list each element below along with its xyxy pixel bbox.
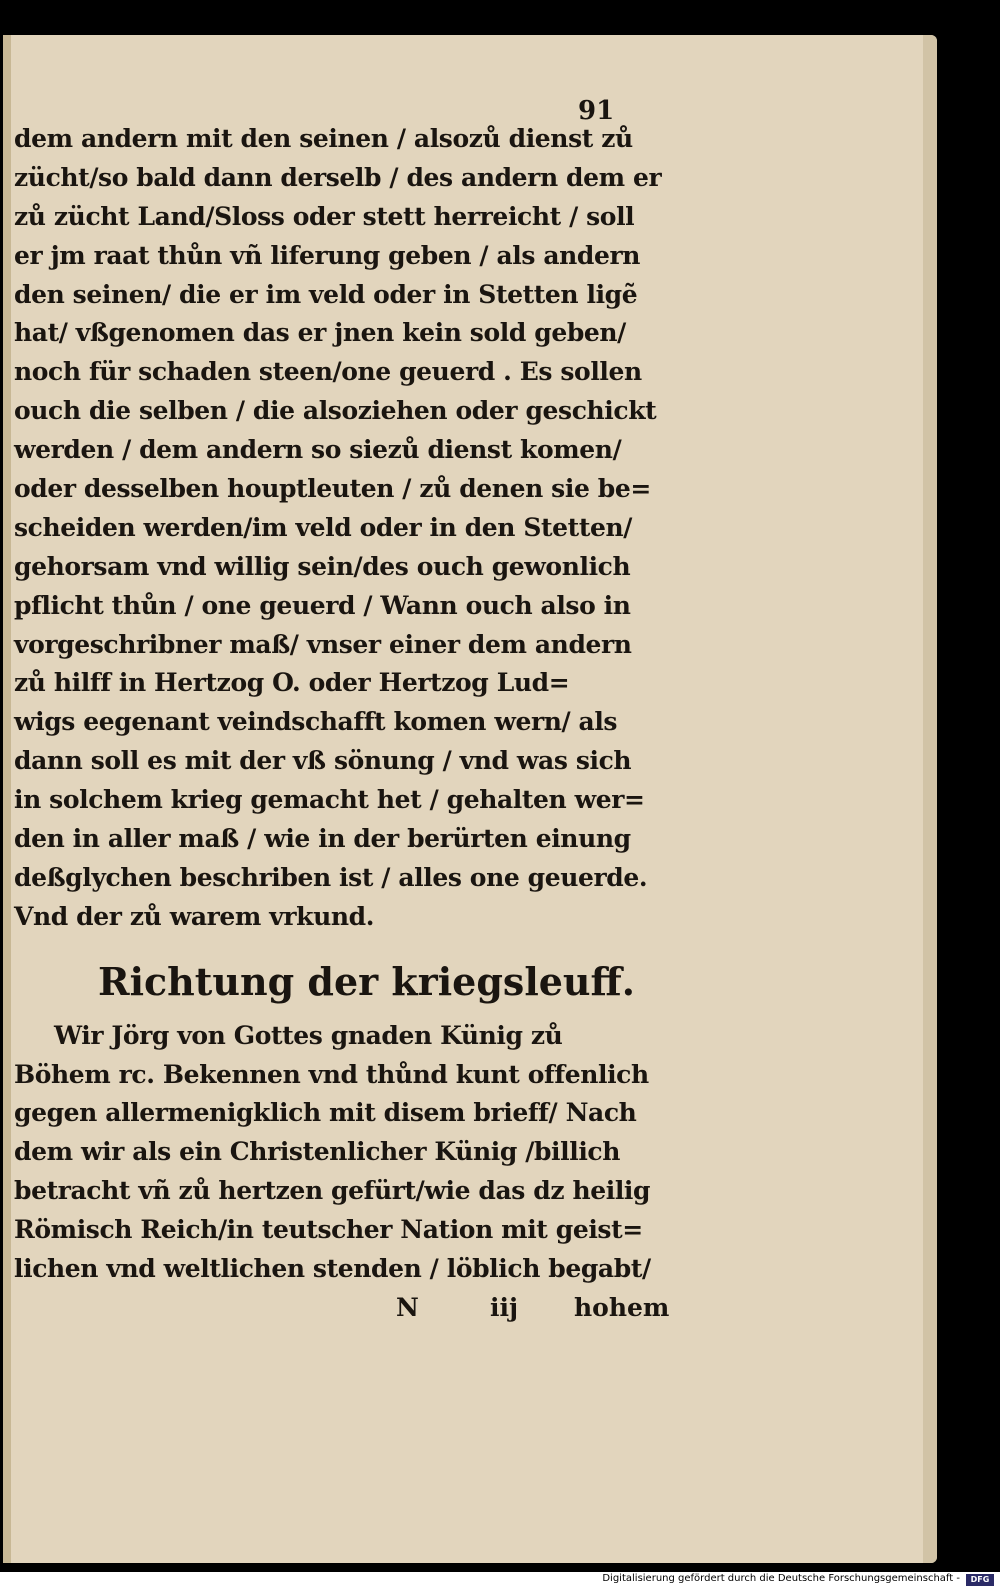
text-line: dann soll es mit der vß sönung / vnd was sich (14, 746, 632, 776)
text-block (14, 92, 684, 1328)
footer-bar (0, 1572, 1000, 1589)
text-line: werden / dem andern so siezů dienst komen/ (14, 435, 622, 465)
text-line: in solchem krieg gemacht het / gehalten wer= (14, 785, 645, 815)
text-line: scheiden werden/im veld oder in den Stetten/ (14, 512, 632, 542)
text-line: er jm raat thůn vñ liferung geben / als andern (14, 240, 641, 270)
text-line: zů hilff in Hertzog O. oder Hertzog Lud= (14, 668, 570, 698)
text-line: ouch die selben / die alsoziehen oder geschickt (14, 396, 657, 426)
section-heading: Richtung der kriegsleuff. (98, 958, 635, 1004)
page-gutter (3, 35, 11, 1563)
text-line: lichen vnd weltlichen stenden / löblich begabt/ (14, 1254, 651, 1284)
text-line: dem andern mit den seinen / alsozů dienst zů (14, 124, 633, 153)
text-line: wigs eegenant veindschafft komen wern/ als (14, 707, 618, 737)
text-line: Römisch Reich/in teutscher Nation mit geist= (14, 1215, 643, 1245)
page-number: 91 (578, 96, 615, 126)
signature-line (14, 1289, 684, 1328)
signature-mark: N (396, 1292, 419, 1322)
text-line: Böhem rc. Bekennen vnd thůnd kunt offenlich (14, 1059, 649, 1089)
catchword: hohem (574, 1292, 670, 1322)
text-line: dem wir als ein Christenlicher Künig /billich (14, 1137, 621, 1167)
text-line: zů zücht Land/Sloss oder stett herreicht / soll (14, 201, 635, 231)
text-line: pflicht thůn / one geuerd / Wann ouch also in (14, 590, 631, 620)
signature-number: iij (490, 1292, 519, 1322)
text-line: hat/ vßgenomen das er jnen kein sold geben/ (14, 318, 626, 348)
text-line: den in aller maß / wie in der berürten einung (14, 824, 631, 854)
text-line: gehorsam vnd willig sein/des ouch gewonlich (14, 551, 631, 581)
text-line: Vnd der zů warem vrkund. (14, 901, 375, 931)
text-line: gegen allermenigklich mit disem brieff/ Nach (14, 1098, 637, 1128)
text-line: vorgeschribner maß/ vnser einer dem andern (14, 629, 632, 659)
footer-credit: Digitalisierung gefördert durch die Deutsche Forschungsgemeinschaft - (602, 1573, 960, 1584)
text-line: den seinen/ die er im veld oder in Stetten ligẽ (14, 279, 638, 309)
text-line: deßglychen beschriben ist / alles one geuerde. (14, 862, 648, 892)
text-line: betracht vñ zů hertzen gefürt/wie das dz heilig (14, 1176, 651, 1206)
text-line: noch für schaden steen/one geuerd . Es sollen (14, 357, 642, 387)
text-line: Wir Jörg von Gottes gnaden Künig zů (54, 1020, 563, 1050)
text-line: oder desselben houptleuten / zů denen sie be= (14, 474, 651, 504)
page-edge (923, 35, 937, 1563)
text-line: zücht/so bald dann derselb / des andern dem er (14, 162, 662, 192)
dfg-logo: DFG (966, 1574, 994, 1586)
